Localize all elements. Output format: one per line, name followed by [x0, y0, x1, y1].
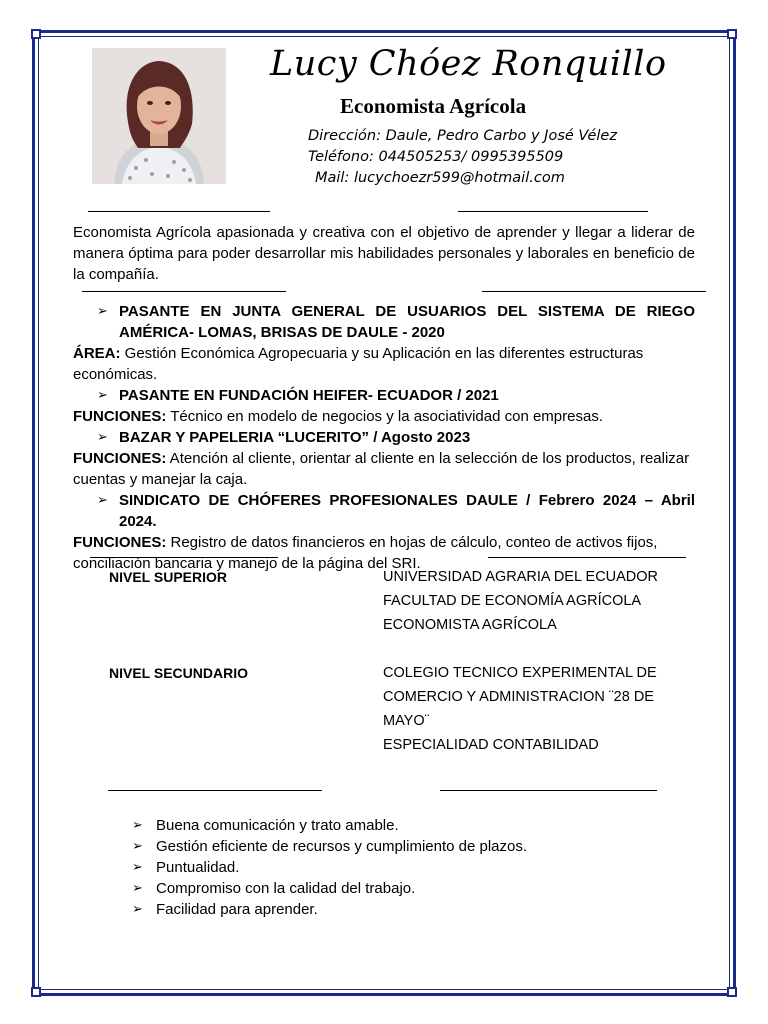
- skills-list: [132, 815, 527, 920]
- arrow-bullet-icon: ➢: [132, 902, 143, 917]
- skill-text: Compromiso con la calidad del trabajo.: [156, 880, 416, 897]
- section-divider: [108, 790, 322, 791]
- skill-text: Puntualidad.: [156, 859, 240, 876]
- experience-item: [73, 385, 695, 427]
- education-line: MAYO¨: [383, 713, 430, 729]
- portrait-image: [92, 48, 226, 184]
- education-line: COMERCIO Y ADMINISTRACION ¨28 DE: [383, 689, 654, 705]
- experience-section: [73, 301, 695, 574]
- detail-label: FUNCIONES:: [73, 450, 167, 467]
- education-line: FACULTAD DE ECONOMÍA AGRÍCOLA: [383, 593, 642, 609]
- education-level: NIVEL SECUNDARIO: [109, 665, 248, 681]
- experience-heading: ➢ SINDICATO DE CHÓFERES PROFESIONALES DAULE / Febrero 2024 – Abril 2024.: [73, 490, 695, 532]
- section-divider: [440, 790, 657, 791]
- experience-heading: ➢ PASANTE EN JUNTA GENERAL DE USUARIOS DEL SISTEMA DE RIEGO AMÉRICA- LOMAS, BRISAS DE DAULE - 2020: [73, 301, 695, 343]
- experience-heading: ➢ BAZAR Y PAPELERIA “LUCERITO” / Agosto 2023: [73, 427, 695, 448]
- skill-item: [132, 836, 527, 857]
- section-divider: [88, 211, 270, 212]
- detail-text: Atención al cliente, orientar al cliente en la selección de los productos, realizar cuentas y manejar la caja.: [73, 450, 690, 488]
- experience-detail: [73, 343, 695, 385]
- experience-item: [73, 427, 695, 490]
- profile-summary: Economista Agrícola apasionada y creativa con el objetivo de aprender y llegar a liderar de manera óptima para poder desarrollar mis habilidades personales y laborales en beneficio de la compañía.: [73, 224, 695, 283]
- border-corner: [31, 29, 41, 39]
- section-divider: [482, 291, 706, 292]
- section-divider: [90, 557, 278, 558]
- skill-item: [132, 899, 527, 920]
- education-line: ESPECIALIDAD CONTABILIDAD: [383, 737, 599, 753]
- border-corner: [31, 987, 41, 997]
- candidate-name: Lucy Chóez Ronquillo: [270, 44, 667, 84]
- section-divider: [458, 211, 648, 212]
- contact-email: Mail: lucychoezr599@hotmail.com: [315, 170, 565, 186]
- arrow-bullet-icon: ➢: [132, 839, 143, 854]
- skill-item: [132, 878, 527, 899]
- experience-heading: ➢ PASANTE EN FUNDACIÓN HEIFER- ECUADOR / 2021: [73, 385, 695, 406]
- experience-detail: [73, 532, 695, 574]
- arrow-bullet-icon: ➢: [132, 881, 143, 896]
- education-line: ECONOMISTA AGRÍCOLA: [383, 617, 557, 633]
- arrow-bullet-icon: ➢: [132, 818, 143, 833]
- skill-text: Facilidad para aprender.: [156, 901, 318, 918]
- contact-phone: Teléfono: 044505253/ 0995395509: [308, 149, 564, 165]
- detail-label: FUNCIONES:: [73, 408, 167, 425]
- detail-text: Técnico en modelo de negocios y la asociatividad con empresas.: [166, 408, 603, 425]
- profile-photo: [92, 48, 226, 184]
- skill-text: Gestión eficiente de recursos y cumplimiento de plazos.: [156, 838, 528, 855]
- candidate-title: Economista Agrícola: [340, 94, 527, 118]
- contact-address: Dirección: Daule, Pedro Carbo y José Vélez: [308, 128, 617, 144]
- detail-text: Gestión Económica Agropecuaria y su Aplicación en las diferentes estructuras económicas.: [73, 345, 644, 383]
- detail-text: Registro de datos financieros en hojas de cálculo, conteo de activos fijos, conciliación bancaria y manejo de la página del SRI.: [73, 534, 658, 572]
- arrow-bullet-icon: ➢: [132, 860, 143, 875]
- experience-detail: [73, 406, 695, 427]
- experience-item: [73, 301, 695, 385]
- skill-item: [132, 857, 527, 878]
- section-divider: [82, 291, 286, 292]
- border-corner: [727, 987, 737, 997]
- education-line: UNIVERSIDAD AGRARIA DEL ECUADOR: [383, 569, 659, 585]
- border-corner: [727, 29, 737, 39]
- experience-item: [73, 490, 695, 574]
- experience-detail: [73, 448, 695, 490]
- education-line: COLEGIO TECNICO EXPERIMENTAL DE: [383, 665, 657, 681]
- section-divider: [488, 557, 686, 558]
- skill-text: Buena comunicación y trato amable.: [156, 817, 399, 834]
- skill-item: [132, 815, 527, 836]
- detail-label: FUNCIONES:: [73, 534, 167, 551]
- education-level: NIVEL SUPERIOR: [109, 569, 227, 585]
- detail-label: ÁREA:: [73, 345, 121, 362]
